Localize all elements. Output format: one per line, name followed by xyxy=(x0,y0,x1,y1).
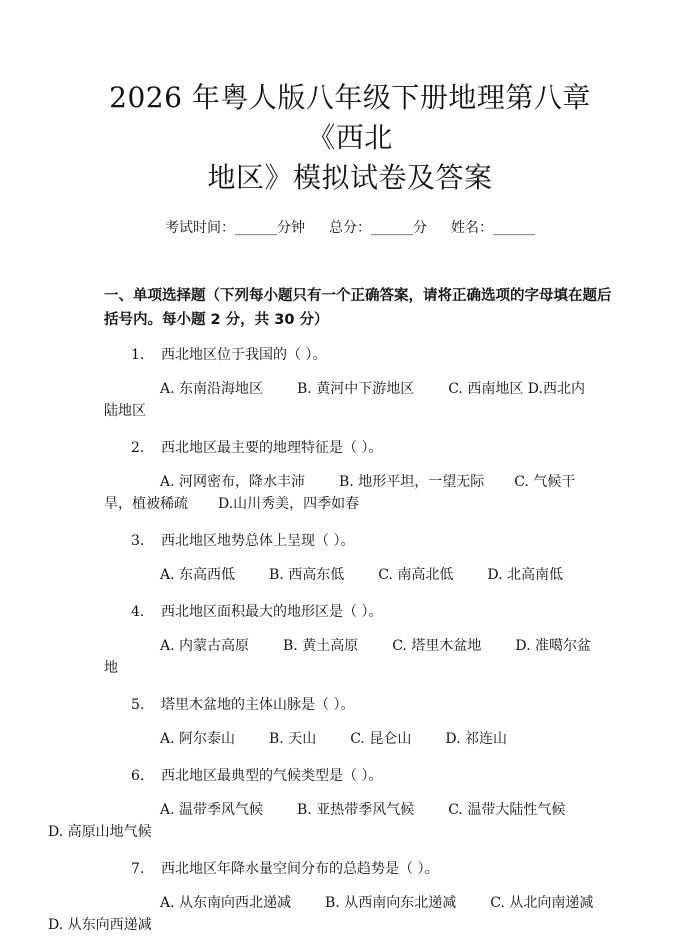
question-stem xyxy=(104,858,596,880)
question-options xyxy=(104,635,596,679)
option-d: D. 祁连山 xyxy=(445,731,507,747)
question-number: 1. xyxy=(131,347,145,363)
option-d: D. 高原山地气候 xyxy=(48,824,152,840)
question-stem xyxy=(104,765,596,787)
question-number: 7. xyxy=(131,861,145,877)
question-stem xyxy=(104,530,596,552)
question-text: 西北地区位于我国的（ ）。 xyxy=(161,347,327,363)
option-a: A. 河网密布，降水丰沛 xyxy=(160,474,306,490)
question-number: 2. xyxy=(131,440,145,456)
question-number: 6. xyxy=(131,768,145,784)
question-item xyxy=(104,344,596,422)
question-options xyxy=(104,564,596,586)
question-number: 5. xyxy=(131,697,145,713)
section-heading-line1: 一、单项选择题（下列每小题只有一个正确答案，请将正确选项的字母填在题后 xyxy=(104,288,612,304)
option-b: B. 黄土高原 xyxy=(283,638,359,654)
option-d: D.西北内陆地区 xyxy=(104,381,585,419)
question-item xyxy=(104,530,596,586)
option-c: C. 西南地区 xyxy=(448,381,524,397)
option-c: C. 气候干旱，植被稀疏 xyxy=(104,474,576,512)
question-item xyxy=(104,694,596,750)
section-heading-line2: 括号内。每小题 2 分，共 30 分） xyxy=(104,312,329,328)
option-a: A. 阿尔泰山 xyxy=(160,731,236,747)
question-options xyxy=(104,378,596,422)
question-text: 西北地区地势总体上呈现（ ）。 xyxy=(161,533,355,549)
option-c: C. 温带大陆性气候 xyxy=(448,802,566,818)
option-d: D.山川秀美，四季如春 xyxy=(218,496,360,512)
question-text: 西北地区面积最大的地形区是（ ）。 xyxy=(161,604,383,620)
option-a: A. 东高西低 xyxy=(160,567,236,583)
option-b: B. 黄河中下游地区 xyxy=(297,381,415,397)
question-stem xyxy=(104,601,596,623)
option-b: B. 西高东低 xyxy=(269,567,345,583)
option-a: A. 内蒙古高原 xyxy=(160,638,250,654)
question-text: 西北地区年降水量空间分布的总趋势是（ ）。 xyxy=(161,861,439,877)
option-c: C. 南高北低 xyxy=(378,567,454,583)
section-heading xyxy=(104,284,612,332)
question-stem xyxy=(104,694,596,716)
name-label: 姓名：______ xyxy=(451,220,535,236)
option-b: B. 从西南向东北递减 xyxy=(325,895,457,911)
question-item xyxy=(104,601,596,679)
question-number: 3. xyxy=(131,533,145,549)
option-b: B. 亚热带季风气候 xyxy=(297,802,415,818)
document-title-line2: 地区》模拟试卷及答案 xyxy=(207,161,493,194)
question-options xyxy=(104,471,596,515)
exam-time-label: 考试时间：______分钟 xyxy=(165,220,305,236)
document-title-line1: 2026 年粤人版八年级下册地理第八章《西北 xyxy=(109,81,591,154)
option-a: A. 温带季风气候 xyxy=(160,802,264,818)
question-text: 西北地区最典型的气候类型是（ ）。 xyxy=(161,768,383,784)
question-number: 4. xyxy=(131,604,145,620)
option-d: D. 北高南低 xyxy=(487,567,563,583)
question-stem xyxy=(104,344,596,366)
option-c: C. 从北向南递减 xyxy=(490,895,594,911)
option-b: B. 地形平坦，一望无际 xyxy=(339,474,485,490)
option-d: D. 从东向西递减 xyxy=(48,917,152,933)
question-item xyxy=(104,437,596,515)
option-d: D. 准噶尔盆地 xyxy=(104,638,591,676)
exam-info xyxy=(104,218,596,238)
question-options xyxy=(48,799,596,843)
question-text: 塔里木盆地的主体山脉是（ ）。 xyxy=(161,697,355,713)
question-item xyxy=(48,765,596,843)
option-c: C. 塔里木盆地 xyxy=(392,638,482,654)
option-a: A. 从东南向西北递减 xyxy=(160,895,292,911)
question-options xyxy=(104,728,596,750)
total-score-label: 总分：______分 xyxy=(329,220,427,236)
question-text: 西北地区最主要的地理特征是（ ）。 xyxy=(161,440,383,456)
option-b: B. 天山 xyxy=(269,731,317,747)
option-c: C. 昆仑山 xyxy=(350,731,412,747)
document-title xyxy=(104,78,596,198)
question-stem xyxy=(104,437,596,459)
option-a: A. 东南沿海地区 xyxy=(160,381,264,397)
question-item xyxy=(48,858,596,936)
question-list xyxy=(48,344,596,936)
question-options xyxy=(48,892,596,936)
